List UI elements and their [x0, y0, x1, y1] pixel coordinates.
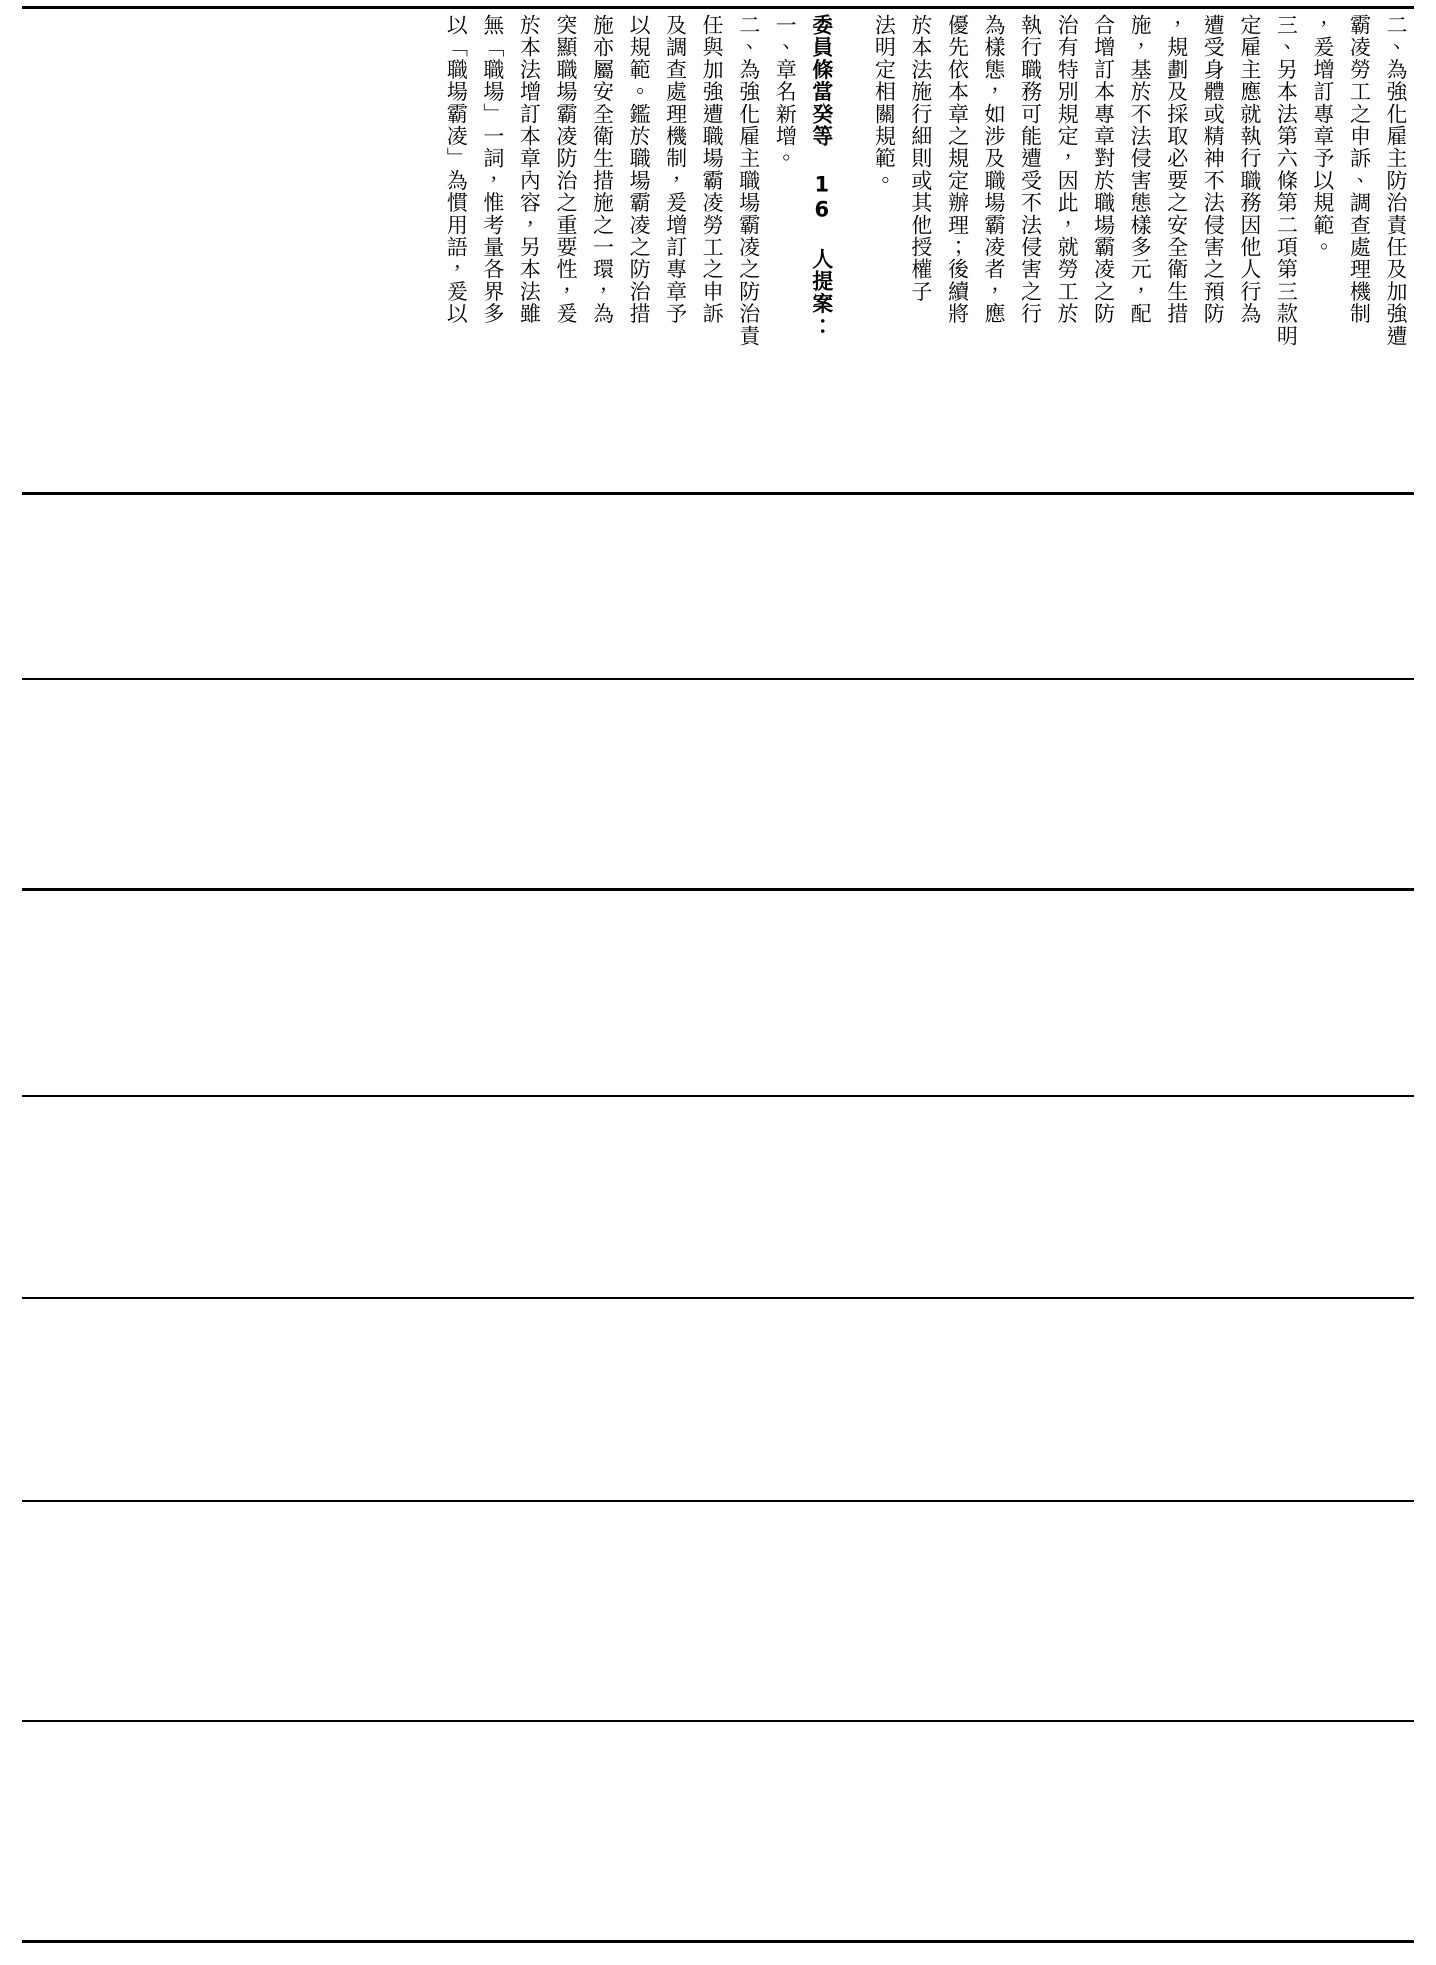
table-rule: [22, 678, 1414, 680]
text-column: ，規劃及採取必要之安全衛生措: [1164, 14, 1189, 325]
text-column: 於本法增訂本章內容，另本法雖: [517, 14, 542, 325]
table-rule-bottom: [22, 1940, 1414, 1943]
proposal-heading: 委員條當癸等 16 人提案：: [809, 14, 834, 337]
text-column: 施亦屬安全衛生措施之一環，為: [590, 14, 615, 325]
text-column: 二、為強化雇主防治責任及加強遭: [1384, 14, 1408, 347]
text-column: ，爰增訂專章予以規範。: [1310, 14, 1335, 259]
text-column: 以「職場霸凌」為慣用語，爰以: [444, 14, 469, 325]
text-column: 以規範。鑑於職場霸凌之防治措: [627, 14, 652, 325]
text-column: 遭受身體或精神不法侵害之預防: [1201, 14, 1226, 325]
text-column: 為樣態，如涉及職場霸凌者，應: [981, 14, 1006, 325]
table-rule: [22, 888, 1414, 891]
column-gap: [840, 14, 866, 24]
text-column: 施，基於不法侵害態樣多元，配: [1128, 14, 1153, 325]
text-column: 三、另本法第六條第二項第三款明: [1274, 14, 1299, 347]
text-column: 執行職務可能遭受不法侵害之行: [1018, 14, 1043, 325]
text-column: 治有特別規定，因此，就勞工於: [1055, 14, 1080, 325]
text-column: 霸凌勞工之申訴、調查處理機制: [1347, 14, 1372, 325]
table-rule: [22, 1095, 1414, 1097]
vertical-text-body: [22, 14, 1414, 484]
text-column: 及調查處理機制，爰增訂專章予: [663, 14, 688, 325]
text-column: 於本法施行細則或其他授權子: [908, 14, 933, 303]
text-column: 優先依本章之規定辦理；後續將: [945, 14, 970, 325]
text-column: 任與加強遭職場霸凌勞工之申訴: [700, 14, 725, 325]
table-rule-top: [22, 6, 1414, 9]
text-column: 一、章名新增。: [773, 14, 798, 170]
text-column: 二、為強化雇主職場霸凌之防治責: [736, 14, 761, 347]
table-rule: [22, 492, 1414, 495]
table-rule: [22, 1500, 1414, 1502]
table-rule: [22, 1297, 1414, 1299]
text-column: 合增訂本專章對於職場霸凌之防: [1091, 14, 1116, 325]
text-column: 法明定相關規範。: [872, 14, 897, 192]
text-column: 定雇主應就執行職務因他人行為: [1237, 14, 1262, 325]
text-column: 突顯職場霸凌防治之重要性，爰: [553, 14, 578, 325]
table-rule: [22, 1720, 1414, 1722]
text-column: 無「職場」一詞，惟考量各界多: [480, 14, 505, 325]
